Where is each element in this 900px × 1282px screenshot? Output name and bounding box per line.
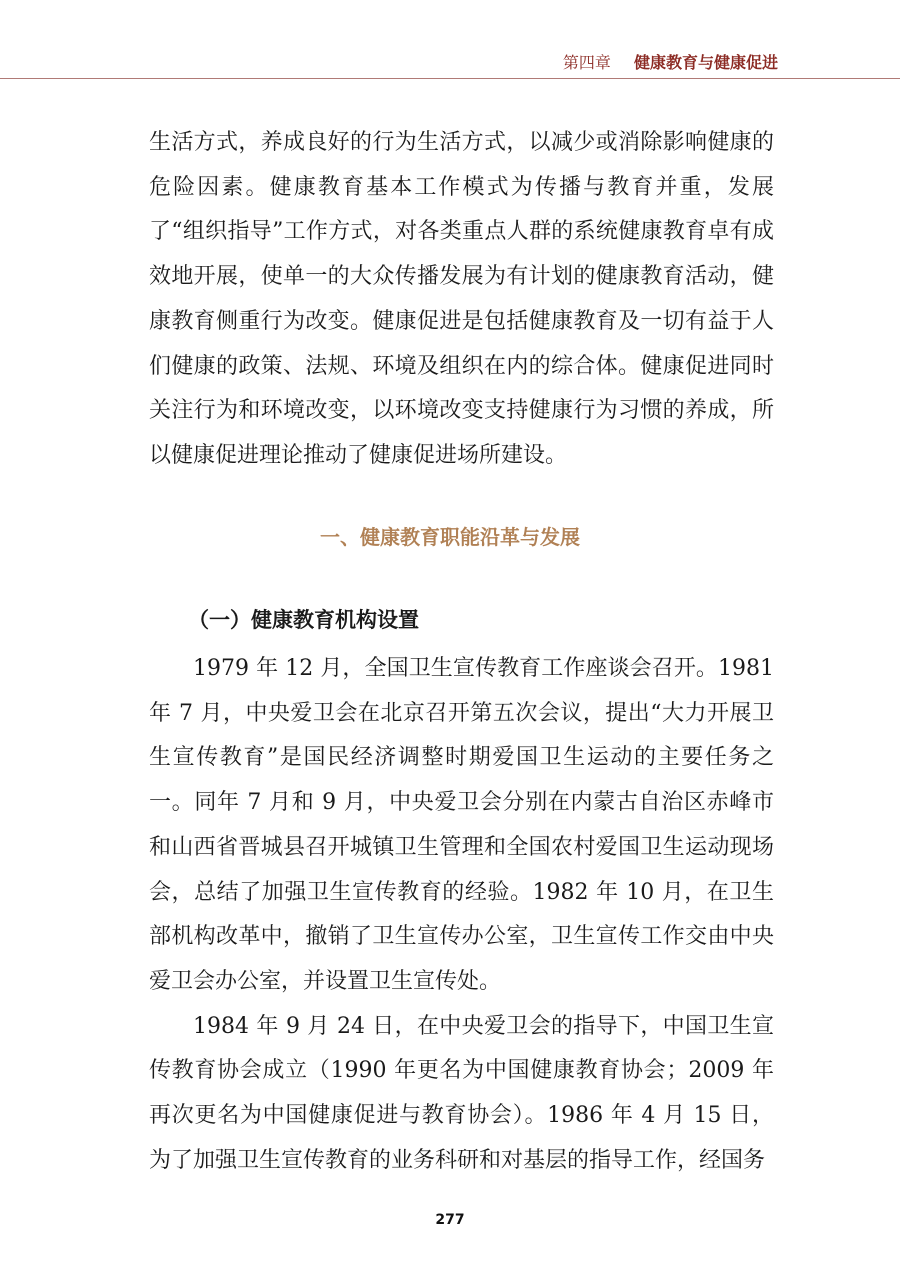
body-text-top (149, 121, 774, 479)
body-text-bottom (149, 647, 774, 1183)
page-number: 277 (435, 1212, 465, 1228)
chapter-label: 第四章 (562, 53, 611, 72)
paragraph: 生活方式，养成良好的行为生活方式，以减少或消除影响健康的危险因素。健康教育基本工作模式为传播与教育并重，发展了“组织指导”工作方式，对各类重点人群的系统健康教育卓有成效地开展，使单一的大众传播发展为有计划的健康教育活动，健康教育侧重行为改变。健康促进是包括健康教育及一切有益于人们健康的政策、法规、环境及组织在内的综合体。健康促进同时关注行为和环境改变，以环境改变支持健康行为习惯的养成，所以健康促进理论推动了健康促进场所建设。 (149, 130, 774, 468)
paragraph: 1984 年 9 月 24 日，在中央爱卫会的指导下，中国卫生宣传教育协会成立（1990 年更名为中国健康教育协会；2009 年再次更名为中国健康促进与教育协会）。1986 年 4 月 15 日，为了加强卫生宣传教育的业务科研和对基层的指导工作，经国务 (149, 1013, 774, 1173)
section-heading: 一、健康教育职能沿革与发展 (320, 525, 580, 549)
running-header (563, 50, 778, 73)
header-divider (0, 78, 900, 79)
chapter-title: 健康教育与健康促进 (633, 53, 778, 72)
subsection-heading: （一）健康教育机构设置 (188, 608, 419, 632)
paragraph: 1979 年 12 月，全国卫生宣传教育工作座谈会召开。1981 年 7 月，中央爱卫会在北京召开第五次会议，提出“大力开展卫生宣传教育”是国民经济调整时期爱国卫生运动的主要任务之一。同年 7 月和 9 月，中央爱卫会分别在内蒙古自治区赤峰市和山西省晋城县召开城镇卫生管理和全国农村爱国卫生运动现场会，总结了加强卫生宣传教育的经验。1982 年 10 月，在卫生部机构改革中，撤销了卫生宣传办公室，卫生宣传工作交由中央爱卫会办公室，并设置卫生宣传处。 (149, 656, 774, 994)
